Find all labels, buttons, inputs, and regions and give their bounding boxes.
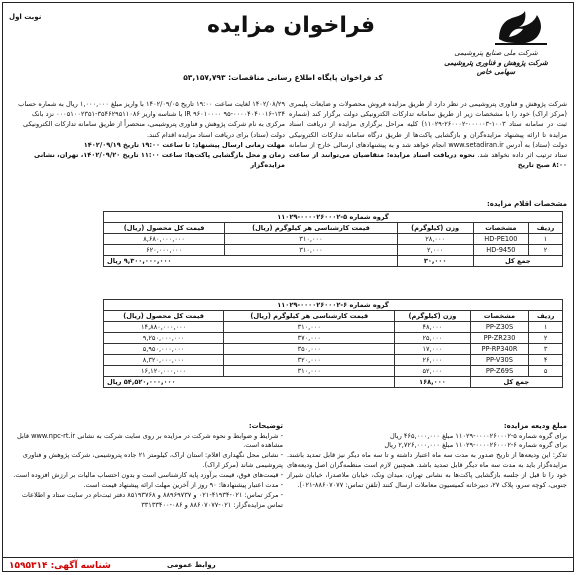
deposit-section — [287, 421, 567, 491]
row-spec: HD-9450 — [473, 245, 528, 256]
row-spec: PP-RP340R — [470, 344, 529, 355]
row-total: ۵,۹۵۰,۰۰۰,۰۰۰ — [104, 344, 224, 355]
col-total-price: قیمت کل محصول (ریال) — [104, 223, 225, 234]
sum-weight: ۳۰,۰۰۰ — [397, 256, 473, 267]
row-unit: ۳۲۰,۰۰۰ — [224, 355, 395, 366]
deposit-group6: برای گروه شماره ۶-۰۰۰۰۲۶۰۰۰۲-۱۱۰۲۹ مبلغ ۲,۷۲۶,۰۰۰,۰۰۰ ریال — [384, 441, 567, 450]
col-unit-price: قیمت کارشناسی هر کیلوگرم (ریال) — [224, 311, 395, 322]
note-item: - مرکز تماس: ۰۲۱-۴۱۹۳۴-۰۲۱ و ۸۸۹۶۹۷۳۷ و ۸۵۱۹۳۷۶۸ دفتر ثبت‌نام در سایت ستاد و اطلاعات تماس مزایده‌گزار: ۰۲۱-۸۸۶۰۷۰۷۷ و ۰۸۶-۳۳۱۳۳۴۰۰ — [21, 490, 283, 509]
row-weight: ۵۲,۰۰۰ — [395, 366, 470, 377]
row-no: ۳ — [529, 344, 563, 355]
payment-text: ۱۴۰۲/۰۸/۲۹ لغایت ساعت ۱۹:۰۰ تاریخ ۱۴۰۲/۰۹/۰۵ با واریز مبلغ ۱,۰۰۰,۰۰۰ ریال به شماره حساب ۱۳۴-۰۰۰۰۴۰۴۰۰۱۶-۹۵ IR ۹۶۰۱۰۰۰۰ با شناسه واریز ۳۵۴۶۲۹۵۱۱۰۸۶-۰۰۰۵۱۰۰۲۳۵۱ نزد بانک مرکزی به نام شرکت پژوهش و فناوری پتروشیمی، منحصراً از طریق سامانه تدارکات الکترونیکی دولت (ستاد) برای دریافت اسناد مزایده اقدام کنند. — [18, 100, 285, 139]
table-row — [104, 234, 563, 245]
deadline-text: مهلت زمانی ارسال پیشنهاد: تا ساعت ۱۹:۰۰ تاریخ ۱۴۰۲/۰۹/۱۹ — [83, 140, 285, 149]
row-no: ۴ — [529, 355, 563, 366]
col-weight: وزن (کیلوگرم) — [395, 311, 470, 322]
table-row — [104, 344, 563, 355]
row-weight: ۲,۰۰۰ — [397, 245, 473, 256]
row-unit: ۳۵۰,۰۰۰ — [224, 344, 395, 355]
tender-code: کد فراخوان پایگاه اطلاع رسانی مناقصات: ۵۳,۱۵۷,۷۹۳ — [183, 73, 383, 82]
row-unit: ۳۱۰,۰۰۰ — [225, 234, 397, 245]
ad-id: شناسه آگهی: ۱۵۹۵۳۱۴ — [9, 561, 111, 571]
row-total: ۸,۶۸۰,۰۰۰,۰۰۰ — [104, 234, 225, 245]
deposit-heading: مبلغ ودیعه مزایده: — [503, 422, 567, 430]
row-unit: ۳۱۰,۰۰۰ — [225, 245, 397, 256]
opening-text: زمان و محل بازگشایی پاکت‌ها: ساعت ۱۱:۰۰ تاریخ ۱۴۰۲/۰۹/۲۰، تهران، نشانی مزایده‌گزار — [34, 151, 285, 170]
row-no: ۱ — [529, 322, 563, 333]
row-total: ۹,۲۵۰,۰۰۰,۰۰۰ — [104, 333, 224, 344]
row-total: ۱۶,۱۲۰,۰۰۰,۰۰۰ — [104, 366, 224, 377]
row-no: ۲ — [529, 245, 563, 256]
sum-total: ۵۴,۵۲۰,۰۰۰,۰۰۰ ریال — [104, 377, 395, 388]
group2-title: گروه شماره ۶-۰۰۰۰۲۶۰۰۰۲-۱۱۰۲۹ — [104, 300, 563, 311]
row-spec: PP-Z30S — [470, 322, 529, 333]
table-row — [104, 322, 563, 333]
col-row: ردیف — [529, 223, 563, 234]
table-row — [104, 366, 563, 377]
row-spec: PP-Z69S — [470, 366, 529, 377]
group2-table — [103, 299, 563, 388]
row-spec: HD-PE100 — [473, 234, 528, 245]
sum-row — [104, 256, 563, 267]
col-total-price: قیمت کل محصول (ریال) — [104, 311, 224, 322]
note-item: - شرایط و ضوابط و نحوه شرکت در مزایده بر روی سایت شرکت به نشانی www.npc-rt.ir قابل مشاهده است. — [17, 431, 283, 450]
announcement-frame — [2, 2, 574, 572]
deposit-note: تذکر: این ودیعه‌ها از تاریخ صدور به مدت سه ماه اعتبار داشته و تا سه ماه دیگر نیز قابل تمدید باشند. مزایده‌گزار باید به مدت سه ماه دیگر قابل تمدید باشد. همچنین لازم است منظمه‌گران اصل ودیعه‌های خود را تا قبل از جلسه بازگشایی پاکت‌ها به نشانی تهران، میدان ونک، خیابان ملاصدرا، خیابان شیراز جنوبی، کوچه سرو، پلاک ۲۷، دبیرخانه کمیسیون معاملات ارسال کنند (تلفن تماس: ۸۸۶۰۷۰۷۷-۰۲۱). — [287, 451, 567, 489]
row-unit: ۳۱۰,۰۰۰ — [224, 366, 395, 377]
col-spec: مشخصات — [473, 223, 528, 234]
row-spec: PP-V30S — [470, 355, 529, 366]
col-unit-price: قیمت کارشناسی هر کیلوگرم (ریال) — [225, 223, 397, 234]
logo-subname: شرکت پژوهش و فناوری پتروشیمی سهامی خاص — [444, 59, 548, 77]
note-item: - مدت اعتبار پیشنهادها: ۹۰ روز از آخرین مهلت ارائه پیشنهاد قیمت است. — [83, 480, 283, 489]
row-weight: ۴۸,۰۰۰ — [395, 322, 470, 333]
note-item: - قیمت‌های فوق، قیمت برآورد پایه کارشناسی است و بدون احتساب مالیات بر ارزش افزوده است. — [13, 471, 283, 480]
row-weight: ۲۶,۰۰۰ — [395, 355, 470, 366]
row-weight: ۲۸,۰۰۰ — [397, 234, 473, 245]
petrochemical-logo-icon — [493, 9, 549, 47]
group1-title: گروه شماره ۵-۰۰۰۰۲۶۰۰۰۲-۱۱۰۲۹ — [104, 212, 563, 223]
company-logo — [433, 9, 559, 77]
row-unit: ۳۱۰,۰۰۰ — [224, 322, 395, 333]
col-weight: وزن (کیلوگرم) — [397, 223, 473, 234]
notes-section — [11, 421, 283, 511]
row-no: ۱ — [529, 234, 563, 245]
sum-weight: ۱۶۸,۰۰۰ — [395, 377, 470, 388]
row-spec: PP-ZR230 — [470, 333, 529, 344]
row-no: ۲ — [529, 333, 563, 344]
table-row — [104, 333, 563, 344]
publication-round: نوبت اول — [9, 13, 42, 21]
specs-title: مشخصات اقلام مزایده: — [486, 200, 567, 208]
intro-continuation — [11, 99, 285, 171]
row-total: ۸,۳۲۰,۰۰۰,۰۰۰ — [104, 355, 224, 366]
sum-label: جمع کل — [470, 377, 562, 388]
row-weight: ۲۵,۰۰۰ — [395, 333, 470, 344]
row-no: ۵ — [529, 366, 563, 377]
group1-table — [103, 211, 563, 267]
bottom-bar — [3, 557, 573, 573]
intro-text: شرکت پژوهش و فناوری پتروشیمی در نظر دارد از طریق مزایده فروش محصولات و ضایعات پلیمری (مرکز اراک) خود را با مشخصات زیر از طریق سامانه تدارکات الکترونیکی دولت برگزار کند (شماره ثبت در سامانه ستاد ۱۰۰۳-۰۰۰۰۰۳-۲۶۰۰۰۲-۱۱۰۲۹) کلیه مراحل برگزاری مزایده از دریافت اسناد مزایده تا ارائه پیشنهاد مزایده‌گران و بازگشایی پاکت‌ها از طریق درگاه سامانه تدارکات الکترونیکی دولت (ستاد) به آدرس www.setadiran.ir انجام خواهد شد و به پیشنهادهای ارسالی خارج از سامانه ستاد ترتیب اثر داده نخواهد شد. — [289, 100, 568, 160]
col-row: ردیف — [529, 311, 563, 322]
table-row — [104, 245, 563, 256]
page-title: فراخوان مزایده — [206, 13, 376, 38]
sum-label: جمع کل — [473, 256, 562, 267]
deposit-group5: برای گروه شماره ۵-۰۰۰۰۲۶۰۰۰۲-۱۱۰۲۹ مبلغ ۴۶۵,۰۰۰,۰۰۰ ریال — [389, 431, 567, 440]
receive-docs-text: نحوه دریافت اسناد مزایده: متقاضیان می‌توانند از ساعت ۸:۰۰ صبح تاریخ — [289, 151, 567, 170]
col-spec: مشخصات — [470, 311, 529, 322]
row-total: ۶۲۰,۰۰۰,۰۰۰ — [104, 245, 225, 256]
sum-total: ۹,۳۰۰,۰۰۰,۰۰۰ ریال — [104, 256, 398, 267]
row-unit: ۳۷۰,۰۰۰ — [224, 333, 395, 344]
notes-heading: توضیحات: — [248, 422, 283, 430]
table-row — [104, 355, 563, 366]
note-item: - نشانی محل نگهداری اقلام: استان اراک، کیلومتر ۲۱ جاده پتروشیمی، شرکت پژوهش و فناوری پتروشیمی شاند (مرکز اراک). — [22, 451, 283, 470]
row-weight: ۱۷,۰۰۰ — [395, 344, 470, 355]
sum-row — [104, 377, 563, 388]
row-total: ۱۴,۸۸۰,۰۰۰,۰۰۰ — [104, 322, 224, 333]
public-relations: روابط عمومی — [167, 561, 216, 569]
logo-name: شرکت ملی صنایع پتروشیمی — [454, 49, 538, 57]
header — [3, 3, 573, 81]
intro-paragraph — [289, 99, 567, 171]
